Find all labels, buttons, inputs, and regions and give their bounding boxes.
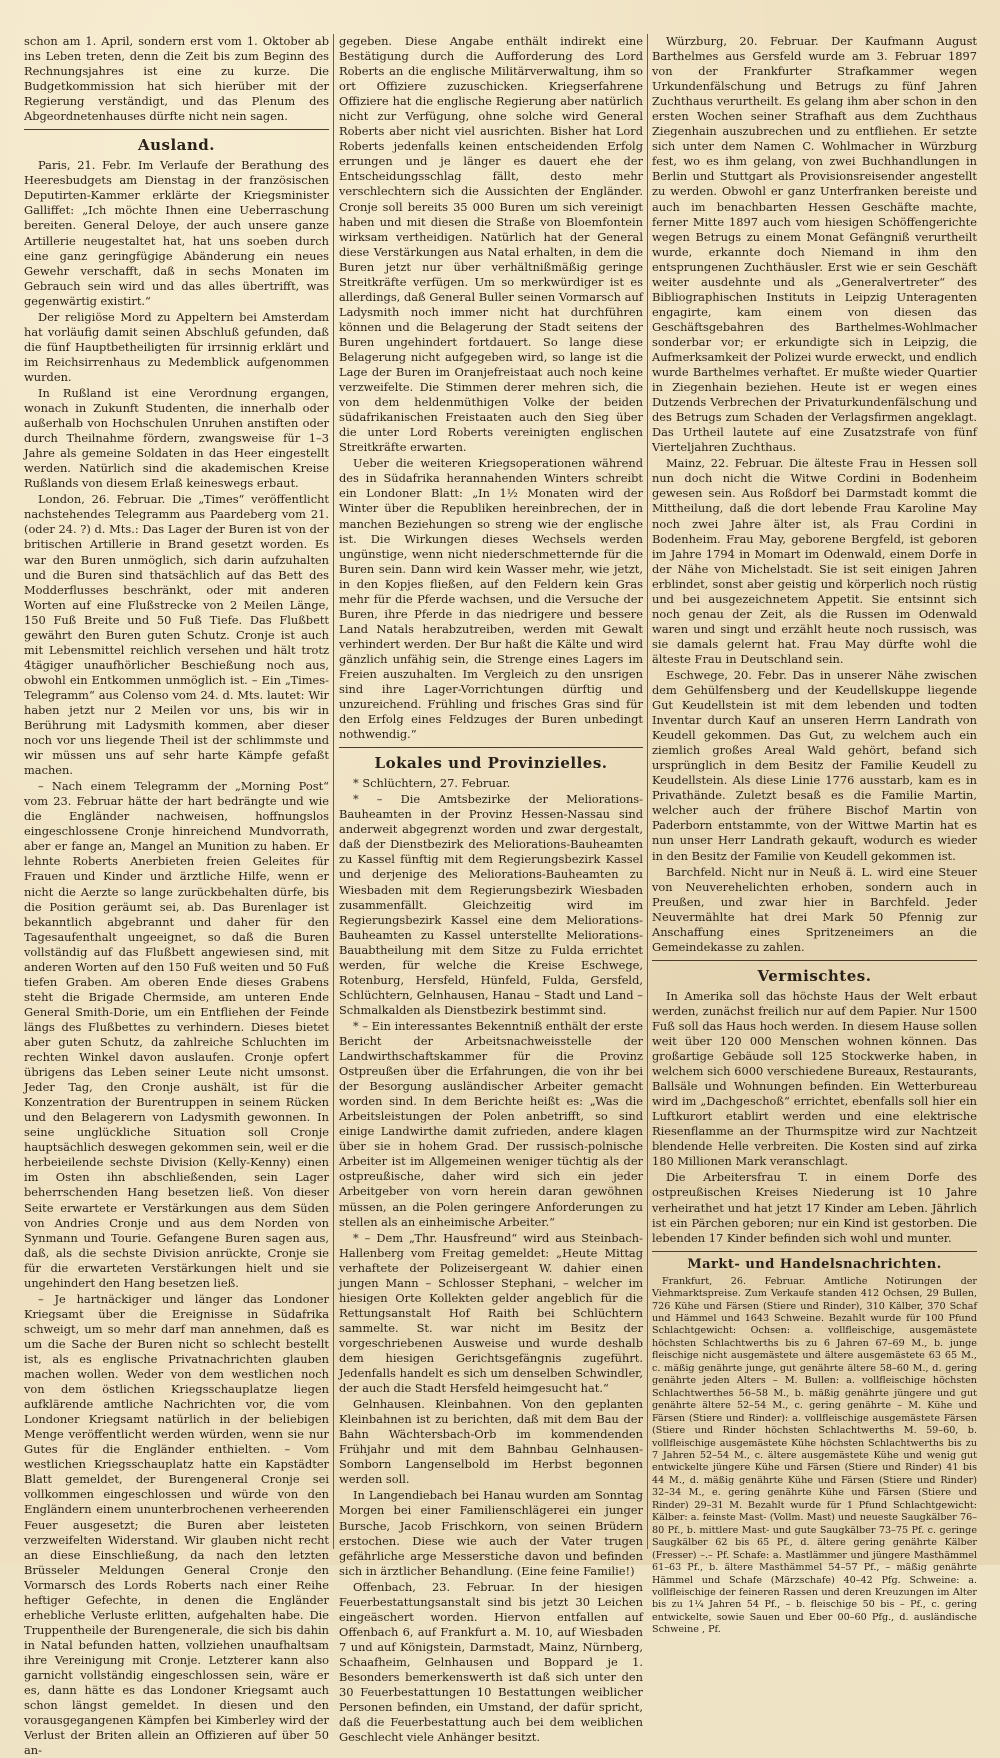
article-paragraph: Barchfeld. Nicht nur in Neuß ä. L. wird eine Steuer von Neuverehelichten erhoben, sondern auch in Preußen, und zwar hier in Barchfeld. Jeder Neuvermählte hat drei Mark 50 Pfennig zur Anschaffung eines Spritzeneimers an die Gemeindekasse zu zahlen.: [652, 864, 977, 954]
article-paragraph: Ueber die weiteren Kriegsoperationen während des in Südafrika herannahenden Winters schreibt ein Londoner Blatt: „In 1½ Monaten wird der Winter über die Republiken hereinbrechen, der in manchen Beziehungen so streng wie der englische ist. Die Wirkungen dieses Wechsels werden ungünstige, wenn nicht niederschmetternde für die Buren sein. Dann wird kein Wasser mehr, wie jetzt, in den Kopjes fließen, auf den Feldern kein Gras mehr für die Pferde wachsen, und die Versuche der Buren, ihre Pferde in das niedrigere und bessere Land Natals herabzutreiben, werden mit Gewalt verhindert werden. Der Bur haßt die Kälte und wird gänzlich unfähig sein, die Strenge eines Lagers im Freien auszuhalten. Im Vergleich zu den unsrigen sind ihre Lager-Vorrichtungen dürftig und unzureichend. Frühling und frisches Gras sind für den Erfolg eines Feldzuges der Buren unbedingt nothwendig.“: [339, 456, 643, 742]
section-heading: Vermischtes.: [757, 966, 872, 985]
column-rule: [333, 34, 334, 1549]
article-paragraph: In Rußland ist eine Verordnung ergangen, wonach in Zukunft Studenten, die innerhalb oder außerhalb von Hochschulen Unruhen anstiften oder durch Theilnahme fördern, zwangsweise für 1–3 Jahre als gemeine Soldaten in das Heer eingestellt werden. Natürlich sind die akademischen Kreise Rußlands von diesem Erlaß keineswegs erbaut.: [24, 385, 329, 491]
article-paragraph: * Schlüchtern, 27. Februar.: [353, 776, 511, 791]
article-paragraph: – Je hartnäckiger und länger das Londoner Kriegsamt über die Ereignisse in Südafrika schweigt, um so mehr darf man annehmen, daß es um die Sache der Buren nicht so schlecht bestellt ist, als es englische Privatnachrichten glauben machen wollen. Weder von dem westlichen noch von dem östlichen Kriegsschauplatze liegen aufklärende amtliche Nachrichten vor, die vom Londoner Kriegsamt natürlich in der beliebigen Menge veröffentlicht werden würden, wenn sie nur Gutes für die Engländer enthielten. – Vom westlichen Kriegsschauplatz hatte ein Kapstädter Blatt gemeldet, der Burengeneral Cronje sei vollkommen eingeschlossen und würde von den Engländern einem ununterbrochenen verheerenden Feuer ausgesetzt; die Buren aber leisteten verzweifelten Widerstand. Wir glauben nicht recht an diese Einschließung, da nach den letzten Brüsseler Meldungen General Cronje den Vormarsch des Lords Roberts nach einer Reihe heftiger Gefechte, in denen die Engländer erhebliche Verluste erlitten, aufgehalten habe. Die Truppentheile der Burengenerale, die sich bis dahin in Natal befunden hatten, vollziehen unaufhaltsam ihre Vereinigung mit Cronje. Letzterer kann also garnicht vollständig eingeschlossen sein, wäre er es, dann hätte es das Londoner Kriegsamt auch schon längst gemeldet. In diesen und den vorausgegangenen Kämpfen bei Kimberley wird der Verlust der Briten allein an Offizieren auf über 50 an-: [24, 1291, 329, 1758]
market-report: Frankfurt, 26. Februar. Amtliche Notirungen der Viehmarktspreise. Zum Verkaufe standen 412 Ochsen, 29 Bullen, 726 Kühe und Färsen (Stiere und Rinder), 310 Kälber, 370 Schaf und Hämmel und 1643 Schweine. Bezahlt wurde für 100 Pfund Schlachtgewicht: Ochsen: a. vollfleischige, ausgemästete höchsten Schlachtwerths bis zu 6 Jahren 67–69 M., b. junge fleischige nicht ausgemästete und ältere ausgemästete 63 65 M., c. mäßig genährte junge, gut genährte ältere 58–60 M., d. gering genährte jeden Alters – M. Bullen: a. vollfleischige höchsten Schlachtwerthes 56–58 M., b. mäßig genährte jüngere und gut genährte ältere 52–54 M., c. gering genährte – M. Kühe und Färsen (Stiere und Rinder): a. vollfleischige ausgemästete Färsen (Stiere und Rinder höchsten Schlachtwerths M. 59–60, b. vollfleischige ausgemästete Kühe höchsten Schlachtwerths bis zu 7 Jahren 52–54 M., c. ältere ausgemästete Kühe und wenig gut entwickelte jüngere Kühe und Färsen (Stiere und Rinder) 41 bis 44 M., d. mäßig genährte Kühe und Färsen (Stiere und Rinder) 32–34 M., e. gering genährte Kühe und Färsen (Stiere und Rinder) 29–31 M. Bezahlt wurde für 1 Pfund Schlachtgewicht: Kälber: a. feinste Mast- (Vollm. Mast) und neueste Saugkälber 76–80 Pf., b. mittlere Mast- und gute Saugkälber 73–75 Pf. c. geringe Saugkälber 62 bis 65 Pf., d. ältere gering genährte Kälber (Fresser) –.– Pf. Schafe: a. Mastlämmer und jüngere Masthämmel 61–63 Pf., b. ältere Masthämmel 54–57 Pf., – mäßig genährte Hämmel und Schafe (Märzschafe) 40–42 Pfg. Schweine: a. vollfleischige der feineren Rassen und deren Kreuzungen im Alter bis zu 1¼ Jahren 54 Pf., – b. fleischige 50 bis – Pf., c. gering entwickelte, sowie Sauen und Eber 00–60 Pfg., d. ausländische Schweine , Pf.: [652, 1275, 977, 1636]
article-paragraph: Paris, 21. Febr. Im Verlaufe der Berathung des Heeresbudgets am Dienstag in der französischen Deputirten-Kammer erklärte der Kriegsminister Galliffet: „Ich möchte Ihnen eine Ueberraschung bereiten. General Deloye, der auch unsere ganze Artillerie neugestaltet hat, hat uns soeben durch eine ganz geringfügige Abänderung ein neues Gewehr verschafft, daß in sechs Monaten im Gebrauch sein wird und das alles übertrifft, was gegenwärtig existirt.“: [24, 158, 329, 308]
section-divider: [24, 129, 329, 130]
section-divider: [339, 747, 643, 748]
column-rule: [647, 34, 648, 1549]
section-divider: [652, 960, 977, 961]
article-paragraph: Eschwege, 20. Febr. Das in unserer Nähe zwischen dem Gehülfensberg und der Keudellskuppe liegende Gut Keudellstein ist mit dem lebenden und todten Inventar durch Kauf an unseren Herrn Landrath von Keudell gekommen. Das Gut, zu welchem auch ein ziemlich großes Areal Wald gehört, befand sich ursprünglich in dem Besitz der Familie Keudell zu Keudellstein. Als diese Linie 1776 ausstarb, kam es in Privathände. Zuletzt besaß es die Familie Martin, welcher auch der frühere Bischof Martin von Paderborn entstammte, von der Wittwe Martin hat es nun unser Herr Landrath gekauft, wodurch es wieder in den Besitz der Familie von Keudell gekommen ist.: [652, 667, 977, 863]
article-paragraph: In Langendiebach bei Hanau wurden am Sonntag Morgen bei einer Familienschlägerei ein junger Bursche, Jacob Frischkorn, von seinen Brüdern erstochen. Diese wie auch der Vater trugen gefährliche arge Messerstiche davon und befinden sich in ärztlicher Behandlung. (Eine feine Familie!): [339, 1488, 643, 1578]
section-heading: Lokales und Provinzielles.: [374, 754, 608, 773]
article-paragraph: Offenbach, 23. Februar. In der hiesigen Feuerbestattungsanstalt sind bis jetzt 30 Leichen eingeäschert worden. Hiervon entfallen auf Offenbach 6, auf Frankfurt a. M. 10, auf Wiesbaden 7 und auf Königstein, Darmstadt, Mainz, Nürnberg, Schaafheim, Gelnhausen und Boppard je 1. Besonders bemerkenswerth ist daß sich unter den 30 Feuerbestattungen 10 Bestattungen weiblicher Personen befinden, ein Umstand, der dafür spricht, daß die Feuerbestattung auch bei dem weiblichen Geschlecht viele Anhänger besitzt.: [339, 1579, 643, 1745]
column-2: [339, 34, 643, 1745]
section-divider: [652, 1251, 977, 1252]
article-paragraph: * – Ein interessantes Bekenntniß enthält der erste Bericht der Arbeitsnachweisstelle der Landwirthschaftskammer für die Provinz Ostpreußen über die Erfahrungen, die von ihr bei der Besorgung ausländischer Arbeiter gemacht worden sind. In dem Berichte heißt es: „Was die Arbeitsleistungen der Polen anbetrifft, so sind einige Landwirthe damit zufrieden, andere klagen über sie in hohem Grad. Der russisch-polnische Arbeiter ist im Allgemeinen weniger tüchtig als der ostpreußische, daher wird sich ein jeder Arbeitgeber von vorn herein daran gewöhnen müssen, an die Polen geringere Anforderungen zu stellen als an einheimische Arbeiter.“: [339, 1018, 643, 1229]
article-paragraph: * – Dem „Thr. Hausfreund“ wird aus Steinbach-Hallenberg vom Freitag gemeldet: „Heute Mittag verhaftete der Polizeisergeant W. dahier einen jungen Mann – Schlosser Stephani, – welcher im hiesigen Orte Kollekten gelder angeblich für die Rettungsanstalt Hof Raith bei Schlüchtern sammelte. St. war nicht im Besitz der vorgeschriebenen Ausweise und wurde deshalb dem hiesigen Gerichtsgefängnis zugeführt. Jedenfalls handelt es sich um denselben Schwindler, der auch die Stadt Hersfeld heimgesucht hat.“: [339, 1230, 643, 1396]
article-paragraph: Die Arbeitersfrau T. in einem Dorfe des ostpreußischen Kreises Niederung ist 10 Jahre verheirathet und hat jetzt 17 Kinder am Leben. Jährlich ist ein Pärchen geboren; nur ein Kind ist gestorben. Die lebenden 17 Kinder befinden sich wohl und munter.: [652, 1170, 977, 1245]
column-1: [24, 34, 329, 1758]
article-paragraph: Mainz, 22. Februar. Die älteste Frau in Hessen soll nun doch nicht die Witwe Cordini in Bodenheim gewesen sein. Aus Roßdorf bei Darmstadt kommt die Mittheilung, daß die dort lebende Frau Karoline May noch zwei Jahre älter ist, als Frau Cordini in Bodenheim. Frau May, geborene Bergfeld, ist geboren im Jahre 1794 in Momart im Odenwald, einem Dorfe in der Nähe von Michelstadt. Sie ist seit einigen Jahren erblindet, sonst aber geistig und körperlich noch rüstig und bei ausgezeichnetem Appetit. Sie entsinnt sich noch genau der Zeit, als die Russen im Odenwald waren und singt und erzählt heute noch russisch, was sie damals gelernt hat. Frau May dürfte wohl die älteste Frau in Deutschland sein.: [652, 456, 977, 666]
article-paragraph: Würzburg, 20. Februar. Der Kaufmann August Barthelmes aus Gersfeld wurde am 3. Februar 1897 von der Frankfurter Strafkammer wegen Urkundenfälschung und Betrugs zu fünf Jahren Zuchthaus verurtheilt. Es gelang ihm aber schon in den ersten Wochen seiner Strafhaft aus dem Zuchthaus Ziegenhain auszubrechen und zu entfliehen. Er setzte sich unter dem Namen C. Wohlmacher in Würzburg fest, wo es ihm gelang, von zwei Buchhandlungen in Berlin und Stuttgart als Provisionsreisender angestellt zu werden. Obwohl er ganz Unterfranken bereiste und auch im benachbarten Hessen Geschäfte machte, ferner Mitte 1897 auch vom hiesigen Schöffengerichte wegen Betrugs zu einem Monat Gefängniß verurtheilt wurde, erkannte doch Niemand in ihm den entsprungenen Zuchthäusler. Erst wie er sein Geschäft weiter ausdehnte und als „Generalvertreter“ des Bibliographischen Instituts in Leipzig Unteragenten engagirte, kam einem von diesen das Geschäftsgebahren des Barthelmes-Wohlmacher sonderbar vor; er erkundigte sich in Leipzig, die Aufmerksamkeit der Polizei wurde erweckt, und endlich wurde Barthelmes verhaftet. Er mußte wieder Quartier in Ziegenhain beziehen. Heute ist er wegen eines Dutzends Verbrechen der Privaturkundenfälschung und des Betrugs zum Schaden der Verlagsfirmen angeklagt. Das Urtheil lautete auf eine Zusatzstrafe von fünf Vierteljahren Zuchthaus.: [652, 34, 977, 455]
article-paragraph: gegeben. Diese Angabe enthält indirekt eine Bestätigung durch die Aufforderung des Lord Roberts an die englische Militärverwaltung, ihm so ort Offiziere zuzuschicken. Kriegserfahrene Offiziere hat die englische Regierung aber natürlich nicht zur Verfügung, ohne solche wird General Roberts aber nicht viel ausrichten. Bisher hat Lord Roberts jedenfalls keinen entscheidenden Erfolg errungen und je länger es dauert ehe der Entscheidungsschlag fällt, desto mehr verschlechtern sich die Aussichten der Engländer. Cronje soll bereits 35 000 Buren um sich vereinigt haben und mit diesen die Straße von Bloemfontein wirksam vertheidigen. Natürlich hat der General diese Verstärkungen aus Natal erhalten, in dem die Buren jetzt nur über verhältnißmäßig geringe Streitkräfte verfügen. Um so merkwürdiger ist es allerdings, daß General Buller seinen Vormarsch auf Ladysmith noch immer nicht hat durchführen können und die Belagerung der Stadt seitens der Buren ungehindert fortdauert. So lange diese Belagerung nicht aufgegeben wird, so lange ist die Lage der Buren im Oranjefreistaat auch noch keine verzweifelte. Die Stimmen derer mehren sich, die von dem heldenmüthigen Volke der beiden südafrikanischen Freistaaten auch den Sieg über die unter Lord Roberts vereinigten englischen Streitkräfte erwarten.: [339, 34, 643, 455]
article-paragraph: – Nach einem Telegramm der „Morning Post“ vom 23. Februar hätte der hart bedrängte und wie die Engländer nachweisen, hoffnungslos eingeschlossene Cronje hinreichend Mundvorrath, aber er fange an, Mangel an Munition zu haben. Er lehnte Roberts Anerbieten freien Geleites für Frauen und Kinder und ärztliche Hilfe, wenn er nicht die Aerzte so lange zurückbehalten dürfe, bis die Position geräumt sei, ab. Das Burenlager ist bekanntlich abgebrannt und daher für den Tagesaufenthalt ungeeignet, so daß die Buren vollständig auf das Flußbett angewiesen sind, mit anderen Worten auf den 150 Fuß weiten und 50 Fuß tiefen Graben. Am oberen Ende dieses Grabens steht die Brigade Chermside, am unteren Ende General Smith-Dorie, um ein Entfliehen der Feinde längs des Flußbettes zu verhindern. Dieses bietet aber guten Schutz, da zahlreiche Schluchten im rechten Winkel davon auslaufen. Cronje opfert übrigens das Leben seiner Leute nicht umsonst. Jeder Tag, den Cronje aushält, ist für die Konzentration der Burentruppen in seinem Rücken und den Belagerern von Ladysmith gewonnen. In seine unglückliche Situation soll Cronje hauptsächlich deswegen gekommen sein, weil er die herbeieilende sechste Division (Kelly-Kenny) einen im Osten ihn abschließenden, sein Lager beherrschenden Hang besetzen ließ. Von dieser Seite erwartete er Verstärkungen aus dem Süden von Andries Cronje und aus dem Norden von Synmann und Tourie. Gefangene Buren sagen aus, daß, als die sechste Division anrückte, Cronje sie für die erwarteten Verstärkungen hielt und sie ungehindert den Hang besetzen ließ.: [24, 779, 329, 1290]
section-heading: Ausland.: [137, 136, 216, 155]
article-paragraph: Der religiöse Mord zu Appeltern bei Amsterdam hat vorläufig damit seinen Abschluß gefunden, daß die fünf Hauptbetheiligten für irrsinnig erklärt und im Reichsirrenhaus zu Medemblick aufgenommen wurden.: [24, 309, 329, 384]
article-paragraph: London, 26. Februar. Die „Times“ veröffentlicht nachstehendes Telegramm aus Paardeberg vom 21. (oder 24. ?) d. Mts.: Das Lager der Buren ist von der britischen Artillerie in Brand gesetzt worden. Es war den Buren unmöglich, sich darin aufzuhalten und die Buren sind thatsächlich auf das Bett des Modderflusses beschränkt, oder mit anderen Worten auf eine Flußstrecke von 2 Meilen Länge, 150 Fuß Breite und 50 Fuß Tiefe. Das Flußbett gewährt den Buren guten Schutz. Cronje ist auch mit Lebensmittel reichlich versehen und hält trotz 4tägiger unaufhörlicher Beschießung noch aus, obwohl ein Entkommen unmöglich ist. – Ein „Times-Telegramm“ aus Colenso vom 24. d. Mts. lautet: Wir haben jetzt nur 2 Meilen vor uns, bis wir in Berührung mit Ladysmith kommen, aber dieser noch vor uns liegende Theil ist der schlimmste und wir müssen uns auf sehr harte Kämpfe gefaßt machen.: [24, 492, 329, 778]
article-paragraph: * – Die Amtsbezirke der Meliorations-Bauheamten in der Provinz Hessen-Nassau sind anderweit abgegrenzt worden und zwar dergestalt, daß der Dienstbezirk des Meliorations-Bauheamten zu Kassel fünftig mit dem Regierungsbezirk Kassel und derjenige des Meliorations-Bauheamten zu Wiesbaden mit dem Regierungsbezirk Wiesbaden zusammenfällt. Gleichzeitig wird im Regierungsbezirk Kassel eine dem Meliorations-Bauheamten zu Kassel unterstellte Meliorations-Bauabtheilung mit dem Sitze zu Fulda errichtet werden, für welche die Kreise Eschwege, Rotenburg, Hersfeld, Hünfeld, Fulda, Gersfeld, Schlüchtern, Gelnhausen, Hanau – Stadt und Land – Schmalkalden als Dienstbezirk bestimmt sind.: [339, 792, 643, 1017]
column-3: [652, 34, 977, 1636]
section-heading: Markt- und Handelsnachrichten.: [687, 1256, 942, 1272]
market-section: [652, 1257, 977, 1637]
article-paragraph: In Amerika soll das höchste Haus der Welt erbaut werden, zunächst freilich nur auf dem Papier. Nur 1500 Fuß soll das Haus hoch werden. In diesem Hause sollen weit über 120 000 Menschen wohnen können. Das großartige Gebäude soll 125 Stockwerke haben, in welchem sich 6000 verschiedene Bureaux, Restaurants, Ballsäle und Wohnungen befinden. Ein Wetterbureau wird im „Dachgeschoß“ errichtet, ebenfalls soll hier ein Luftkurort etablirt werden und eine elektrische Riesenflamme an der Thurmspitze wird zur Nachtzeit blendende Helle verbreiten. Die Kosten sind auf zirka 180 Millionen Mark veranschlagt.: [652, 988, 977, 1169]
article-paragraph: schon am 1. April, sondern erst vom 1. Oktober ab ins Leben treten, denn die Zeit bis zum Beginn des Rechnungsjahres ist eine zu kurze. Die Budgetkommission hat sich hierüber mit der Regierung verständigt, und das Plenum des Abgeordnetenhauses dürfte nicht nein sagen.: [24, 34, 329, 124]
article-paragraph: Gelnhausen. Kleinbahnen. Von den geplanten Kleinbahnen ist zu berichten, daß mit dem Bau der Bahn Wächtersbach-Orb im kommendenden Frühjahr und mit dem Bahnbau Gelnhausen-Somborn Langenselbold im Herbst begonnen werden soll.: [339, 1397, 643, 1487]
